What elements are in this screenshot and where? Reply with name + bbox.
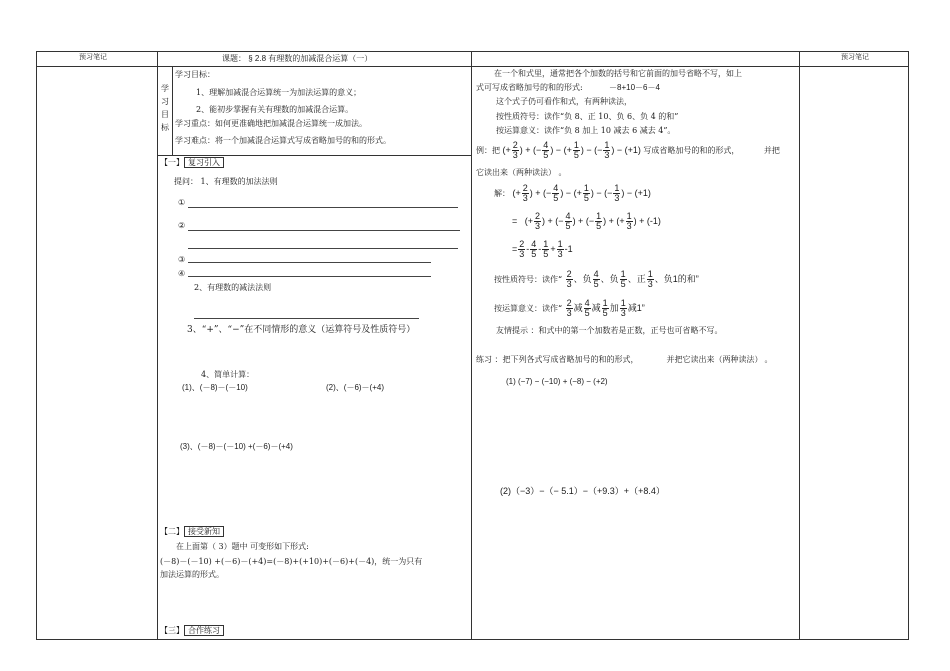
reading-1: 按性质符号：读作“ $\frac{2}{3}$ 、负 $\frac{4}{5}$ 、负 $\frac{1}{5}$ 、正 $\frac{1}{3}$ 、负1的和”: [494, 269, 699, 289]
section1-question2: 2、有理数的减法法则: [194, 283, 272, 292]
reading2-label: 按运算意义：读作“: [494, 303, 563, 313]
solution-line-1: 解： (+ $\frac{2}{3}$ ) + (− $\frac{4}{5}$ ) − (+ $\frac{1}{5}$ ) − (− $\frac{1}{3}$ ) − (+1): [494, 183, 651, 203]
header-left-label: 预习笔记: [79, 54, 107, 61]
right-paragraph-3: 这个式子仍可看作和式，有两种读法，: [496, 97, 632, 106]
blank-bullet-2: ②: [178, 221, 186, 230]
section1-bracket: 【一】: [160, 158, 184, 167]
example-suffix: 写成省略加号的和的形式，: [643, 145, 740, 155]
section2-title: 接受新知: [184, 526, 224, 537]
section1-heading: [160, 158, 224, 167]
example-line: 例：把 (+ $\frac{2}{3}$ ) + (− $\frac{4}{5}$ ) − (+ $\frac{1}{5}$ ) − (− $\frac{1}{3}$ ) − (+1) 写成省略加号的和的形式， 并把: [476, 140, 780, 160]
right-paragraph-2: 式可写成省略加号的和的形式:: [476, 83, 583, 92]
practice-text: 练习 ：把下列各式写成省略加号的和的形式，: [476, 355, 639, 364]
section1-question4: 4、简单计算：: [201, 370, 255, 379]
example-prefix: 例：把: [476, 145, 500, 155]
objective-key-point: 学习重点：如何更准确地把加减混合运算统一成加法。: [175, 119, 367, 128]
reading1-end: 、负1的和”: [654, 273, 699, 284]
section2-line1: 在上面第（ 3）题中 可变形如下形式:: [176, 542, 309, 551]
objectives-side-label: [160, 82, 170, 134]
friendly-tip: 友情提示 ：和式中的第一个加数若是正数，正号也可省略不写。: [496, 326, 723, 335]
answer-line-2: [188, 230, 460, 231]
section2-line2: (－8)－(－10) +(－6)－(+4)=(－8)+(+10)+(－6)+(－4)，统一为只有: [160, 557, 423, 566]
objective-goal-1: 1、理解加减混合运算统一为加法运算的意义；: [196, 88, 362, 97]
answer-line-4: [188, 262, 431, 263]
practice-end: 并把它读出来（两种读法）: [666, 355, 759, 364]
table-top-border: [36, 51, 909, 52]
section3-title: 合作练习: [184, 625, 224, 636]
header-title: 课题： § 2.8 有理数的加减混合运算（一）: [222, 54, 373, 63]
section2-bracket: 【二】: [160, 527, 184, 536]
right-paragraph-2-expr: －8+10－6－4: [609, 83, 660, 92]
objective-goal-2: 2、能初步掌握有关有理数的加减混合运算。: [196, 105, 354, 114]
calc-1: (1)、(－8)－(－10): [182, 383, 248, 392]
example-end: 并把: [763, 145, 780, 155]
right-reading-property: 按性质符号：读作“负 8、正 10、负 6、负 4 的和”: [496, 112, 679, 121]
table-bottom-border: [36, 639, 909, 640]
blank-bullet-3: ③: [178, 255, 186, 264]
practice-dot: 。: [764, 355, 773, 364]
section1-title: 复习引入: [184, 157, 224, 168]
solution-label: 解：: [494, 188, 510, 198]
side-label-char: 标: [161, 123, 169, 132]
section3-heading: [160, 626, 224, 635]
objective-difficulty: 学习难点：将一个加减混合运算式写成省略加号的和的形式。: [175, 136, 391, 145]
reading2-end: 减1”: [627, 302, 645, 313]
right-paragraph-1: 在一个和式里，通常把各个加数的括号和它前面的加号省略不写，如上: [494, 69, 742, 78]
section3-bracket: 【三】: [160, 626, 184, 635]
example-line-2: 它读出来（两种读法） 。: [476, 168, 567, 177]
practice-exercise-1: (1) (−7) − (−10) + (−8) − (+2): [506, 377, 608, 386]
header-bottom-border: [36, 66, 909, 67]
section1-question1: 提问： 1、有理数的加法法则: [174, 177, 278, 186]
col-divider-3: [799, 51, 800, 640]
right-reading-operation: 按运算意义：读作“负 8 加上 10 减去 6 减去 4”。: [496, 126, 676, 135]
frac-2-3: $\frac{2}{3}$: [512, 140, 518, 160]
section1-question3: 3、“+”、“−”在不同情形的意义（运算符号及性质符号）: [187, 325, 416, 335]
answer-line-5: [188, 276, 431, 277]
reading1-label: 按性质符号：读作“: [494, 274, 563, 284]
practice-exercise-2: (2)（−3）−（− 5.1）−（+9.3）+（+8.4）: [500, 486, 665, 496]
practice-instruction: [476, 355, 773, 364]
table-right-border: [908, 51, 909, 640]
frac-4-5: $\frac{4}{5}$: [543, 140, 549, 160]
reading-2: 按运算意义：读作“ $\frac{2}{3}$ 减 $\frac{4}{5}$ 减 $\frac{1}{5}$ 加 $\frac{1}{3}$ 减1”: [494, 298, 645, 318]
section2-heading: [160, 527, 224, 536]
frac-1-5: $\frac{1}{5}$: [573, 140, 579, 160]
answer-line-1: [188, 207, 458, 208]
answer-line-6: [194, 318, 419, 319]
header-right-label: 预习笔记: [841, 54, 869, 61]
objectives-bottom-border: [157, 155, 471, 156]
col-divider-2: [471, 51, 472, 640]
answer-line-3: [188, 248, 458, 249]
objectives-heading: 学习目标：: [175, 70, 215, 79]
frac-1-3: $\frac{1}{3}$: [604, 140, 610, 160]
solution-line-3: = $\frac{2}{3}$ - $\frac{4}{5}$ - $\frac{1}{5}$ + $\frac{1}{3}$ -1: [512, 239, 573, 259]
side-label-char: 习: [161, 97, 169, 106]
blank-bullet-1: ①: [178, 198, 186, 207]
objectives-label-divider: [172, 66, 173, 155]
section2-line3: 加法运算的形式。: [160, 570, 224, 579]
blank-bullet-4: ④: [178, 269, 186, 278]
col-divider-1: [157, 51, 158, 640]
side-label-char: 学: [161, 84, 169, 93]
calc-2: (2)、(－6)－(+4): [326, 383, 385, 392]
solution-line-2: = (+ $\frac{2}{3}$ ) + (− $\frac{4}{5}$ ) + (− $\frac{1}{5}$ ) + (+ $\frac{1}{3}$ ) + (-1): [512, 211, 661, 231]
table-left-border: [36, 51, 37, 640]
calc-3: (3)、(－8)－(－10) +(－6)－(+4): [180, 442, 293, 451]
side-label-char: 目: [161, 110, 169, 119]
